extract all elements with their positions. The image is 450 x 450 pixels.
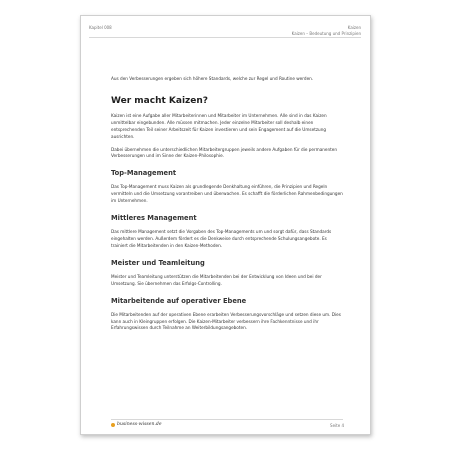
footer-page-number: Seite 4 bbox=[330, 423, 344, 428]
section-text-top-management: Das Top-Management muss Kaizen als grundlegende Denkhaltung einführen, die Prinzipien und Regeln vermitteln und die Umsetzung vorantreiben und überwachen. Es schafft die förderlichen Rahmenbedingungen im Unternehmen. bbox=[111, 184, 343, 204]
section-text-operative-ebene: Die Mitarbeitenden auf der operativen Ebene erarbeiten Verbesserungsvorschläge und setzen diese um. Dies kann auch in Kleingruppen erfolgen. Die Kaizen-Mitarbeiter verbessern ihre Fachkenntnisse und ihr Erfahrungswissen durch Teilnahme an Weiterbildungsangeboten. bbox=[111, 311, 341, 331]
header-subtitle: Kaizen – Bedeutung und Prinzipien bbox=[291, 31, 361, 36]
footer-logo-text: business-wissen.de bbox=[117, 422, 162, 427]
section-heading-meister-teamleitung: Meister und Teamleitung bbox=[111, 258, 205, 267]
section-heading-top-management: Top-Management bbox=[111, 169, 177, 178]
document-page bbox=[80, 15, 371, 435]
section-text-meister-teamleitung: Meister und Teamleitung unterstützen die Mitarbeitenden bei der Entwicklung von Ideen und bei der Umsetzung. Sie übernehmen das Erfolgs-Controlling. bbox=[111, 273, 322, 286]
header-chapter: Kapitel 008 bbox=[89, 25, 112, 30]
paragraph-2: Dabei übernehmen die unterschiedlichen Mitarbeitergruppen jeweils andere Aufgaben für die permanenten Verbesserungen und im Sinne der Kaizen-Philosophie. bbox=[111, 146, 338, 159]
intro-paragraph: Aus den Verbesserungen ergeben sich höhere Standards, welche zur Regel und Routine werden. bbox=[111, 76, 314, 81]
section-heading-operative-ebene: Mitarbeitende auf operativer Ebene bbox=[111, 296, 247, 305]
logo-dot-icon bbox=[111, 423, 115, 427]
header-divider bbox=[89, 37, 361, 38]
main-heading: Wer macht Kaizen? bbox=[111, 95, 209, 106]
footer-divider bbox=[111, 419, 343, 420]
section-text-mittleres-management: Das mittlere Management setzt die Vorgaben des Top-Managements um und sorgt dafür, dass Standards eingehalten werden. Außerdem fördert es die Denkweise durch entsprechende Schulungsangebote. Es trainiert die Mitarbeitenden in den Kaizen-Methoden. bbox=[111, 229, 332, 248]
section-heading-mittleres-management: Mittleres Management bbox=[111, 214, 197, 223]
header-topic: Kaizen bbox=[347, 25, 361, 30]
page-content bbox=[111, 76, 343, 332]
paragraph-1: Kaizen ist eine Aufgabe aller Mitarbeiterinnen und Mitarbeiter im Unternehmen. Alle sind in das Kaizen unmittelbar eingebunden. Alle müssen mitmachen. Jeder einzelne Mitarbeiter soll deshalb einen entsprechenden Teil seiner Arbeitszeit für Kaizen investieren und sein Engagement auf die Umsetzung ausrichten. bbox=[111, 112, 327, 139]
footer-logo bbox=[111, 422, 162, 427]
